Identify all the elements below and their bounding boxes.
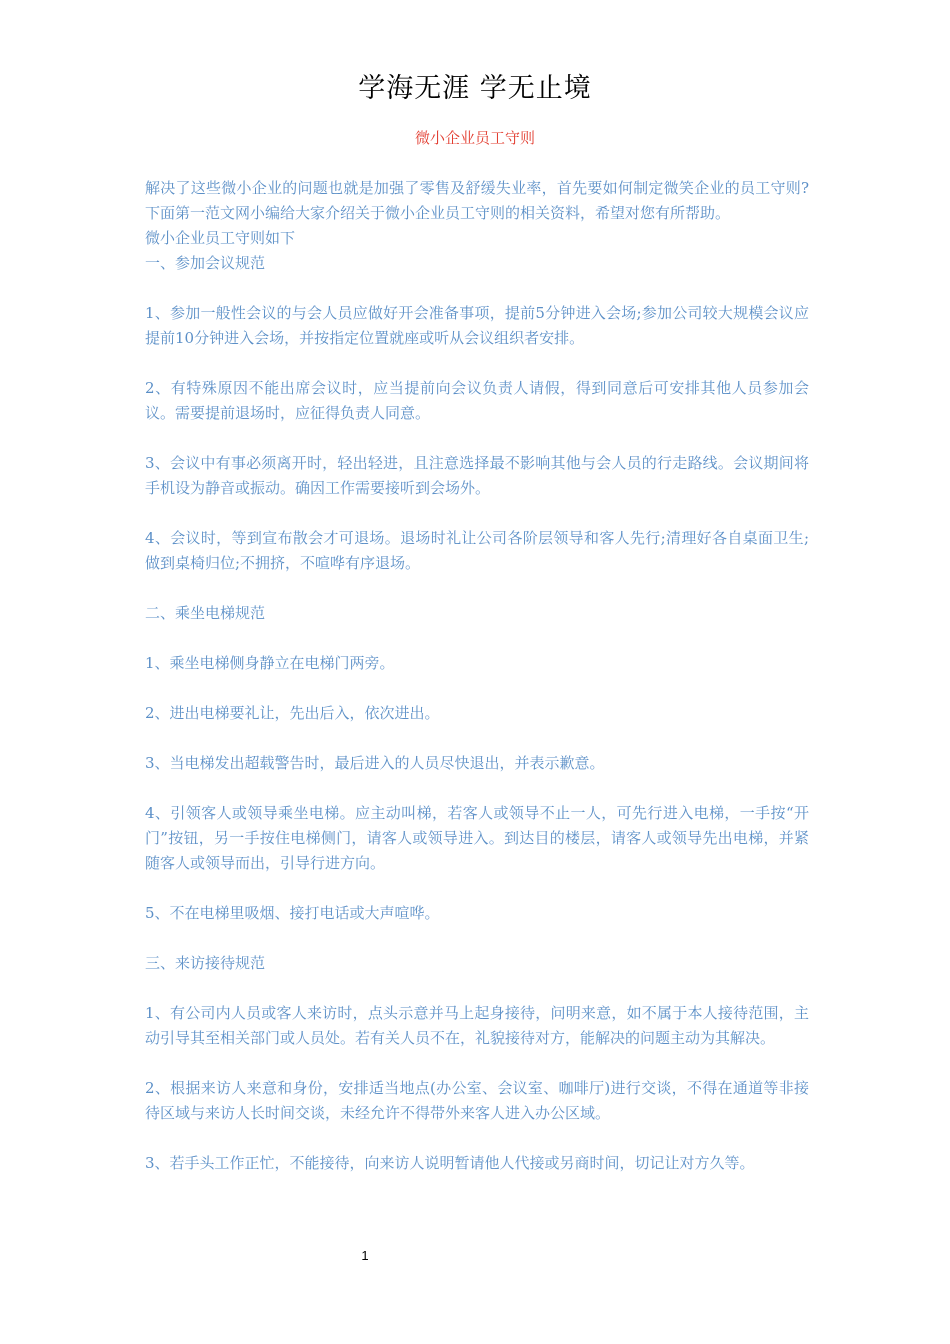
paragraph-spacer: [145, 426, 809, 451]
paragraph-spacer: [145, 1051, 809, 1076]
paragraph: 4、引领客人或领导乘坐电梯。应主动叫梯，若客人或领导不止一人，可先行进入电梯，一手按“开门”按钮，另一手按住电梯侧门，请客人或领导进入。到达目的楼层，请客人或领导先出电梯，并紧随客人或领导而出，引导行进方向。: [145, 804, 809, 872]
document-body: [145, 176, 809, 1176]
paragraph: 1、乘坐电梯侧身静立在电梯门两旁。: [145, 654, 395, 672]
document-title: 微小企业员工守则: [414, 129, 535, 147]
paragraph-spacer: [145, 876, 809, 901]
paragraph: 2、有特殊原因不能出席会议时，应当提前向会议负责人请假，得到同意后可安排其他人员参加会议。需要提前退场时，应征得负责人同意。: [145, 379, 809, 422]
paragraph-spacer: [145, 776, 809, 801]
paragraph: 1、有公司内人员或客人来访时，点头示意并马上起身接待，问明来意，如不属于本人接待范围，主动引导其至相关部门或人员处。若有关人员不在，礼貌接待对方，能解决的问题主动为其解决。: [145, 1004, 809, 1047]
paragraph: 4、会议时，等到宣布散会才可退场。退场时礼让公司各阶层领导和客人先行;清理好各自桌面卫生;做到桌椅归位;不拥挤，不喧哗有序退场。: [145, 529, 809, 572]
paragraph-spacer: [145, 726, 809, 751]
paragraph: 3、会议中有事必须离开时，轻出轻进，且注意选择最不影响其他与会人员的行走路线。会议期间将手机设为静音或振动。确因工作需要接听到会场外。: [145, 454, 809, 497]
paragraph: 2、进出电梯要礼让，先出后入，依次进出。: [145, 704, 440, 722]
paragraph-spacer: [145, 576, 809, 601]
paragraph: 解决了这些微小企业的问题也就是加强了零售及舒缓失业率，首先要如何制定微笑企业的员工守则?下面第一范文网小编给大家介绍关于微小企业员工守则的相关资料，希望对您有所帮助。: [145, 179, 809, 222]
paragraph-spacer: [145, 976, 809, 1001]
paragraph-spacer: [145, 351, 809, 376]
paragraph-spacer: [145, 676, 809, 701]
paragraph-spacer: [145, 926, 809, 951]
paragraph: 5、不在电梯里吸烟、接打电话或大声喧哗。: [145, 904, 440, 922]
page-header: 学海无涯 学无止境: [358, 73, 592, 104]
paragraph: 1、参加一般性会议的与会人员应做好开会准备事项，提前5分钟进入会场;参加公司较大规模会议应提前10分钟进入会场，并按指定位置就座或听从会议组织者安排。: [145, 304, 809, 347]
paragraph-spacer: [145, 1126, 809, 1151]
paragraph: 3、当电梯发出超载警告时，最后进入的人员尽快退出，并表示歉意。: [145, 754, 605, 772]
paragraph-spacer: [145, 626, 809, 651]
paragraph: 二、乘坐电梯规范: [145, 604, 266, 622]
paragraph: 2、根据来访人来意和身份，安排适当地点(办公室、会议室、咖啡厅)进行交谈，不得在通道等非接待区域与来访人长时间交谈，未经允许不得带外来客人进入办公区域。: [145, 1079, 809, 1122]
paragraph: 三、来访接待规范: [145, 954, 266, 972]
paragraph-spacer: [145, 276, 809, 301]
paragraph: 3、若手头工作正忙，不能接待，向来访人说明暂请他人代接或另商时间，切记让对方久等。: [145, 1154, 755, 1172]
paragraph: 一、参加会议规范: [145, 254, 266, 272]
paragraph-spacer: [145, 501, 809, 526]
paragraph: 微小企业员工守则如下: [145, 229, 296, 247]
page-number: 1: [361, 1248, 369, 1263]
